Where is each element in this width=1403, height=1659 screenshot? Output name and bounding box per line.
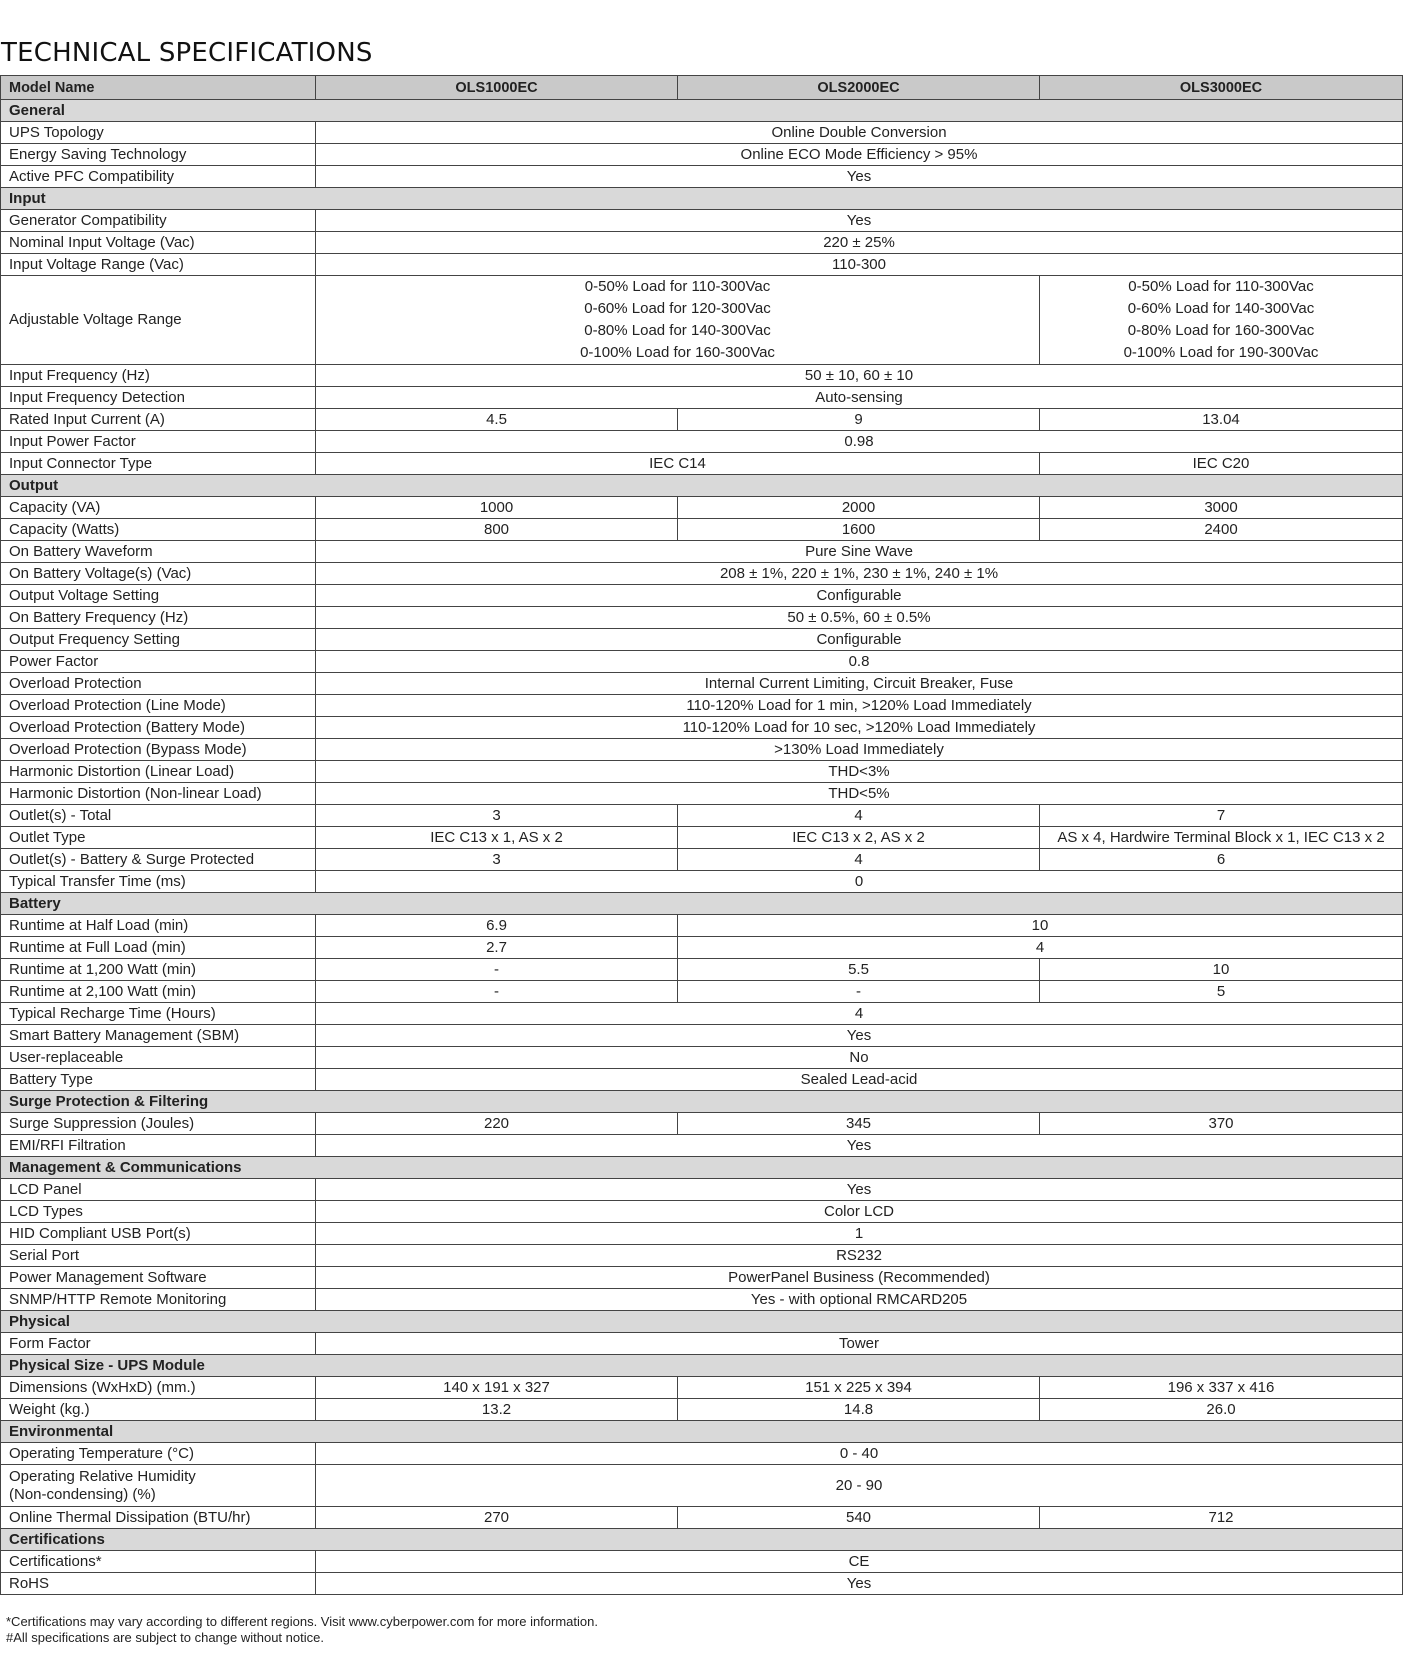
- spec-value: 540: [678, 1507, 1040, 1529]
- spec-value: 110-300: [316, 254, 1403, 276]
- spec-label: Operating Temperature (°C): [1, 1443, 316, 1465]
- section-row: [1, 1529, 1403, 1551]
- spec-value-line: 0-100% Load for 160-300Vac: [580, 344, 775, 361]
- spec-value: 7: [1040, 805, 1403, 827]
- spec-value: Yes: [316, 1025, 1403, 1047]
- spec-value: 0.98: [316, 431, 1403, 453]
- spec-row: [1, 981, 1403, 1003]
- spec-value: Yes: [316, 1573, 1403, 1595]
- spec-label-line: Operating Relative Humidity: [9, 1467, 196, 1485]
- spec-label: Output Frequency Setting: [1, 629, 316, 651]
- spec-value-line: 0-50% Load for 110-300Vac: [1128, 278, 1314, 295]
- spec-value: IEC C20: [1040, 453, 1403, 475]
- spec-row: [1, 651, 1403, 673]
- spec-value: 5: [1040, 981, 1403, 1003]
- spec-value: 2.7: [316, 937, 678, 959]
- spec-label: Surge Suppression (Joules): [1, 1113, 316, 1135]
- spec-label-line: (Non-condensing) (%): [9, 1485, 156, 1503]
- spec-value: Color LCD: [316, 1201, 1403, 1223]
- spec-row: [1, 937, 1403, 959]
- spec-value: Yes - with optional RMCARD205: [316, 1289, 1403, 1311]
- spec-label: UPS Topology: [1, 122, 316, 144]
- section-row: [1, 1421, 1403, 1443]
- spec-value: 220 ± 25%: [316, 232, 1403, 254]
- header-model-3: OLS3000EC: [1040, 76, 1403, 100]
- spec-row: [1, 915, 1403, 937]
- section-heading: Surge Protection & Filtering: [1, 1091, 1403, 1113]
- spec-value: 5.5: [678, 959, 1040, 981]
- spec-value: Yes: [316, 210, 1403, 232]
- spec-value: 10: [1040, 959, 1403, 981]
- spec-label: Input Connector Type: [1, 453, 316, 475]
- spec-row: [1, 210, 1403, 232]
- section-heading: Environmental: [1, 1421, 1403, 1443]
- spec-label: Runtime at Full Load (min): [1, 937, 316, 959]
- spec-row: [1, 783, 1403, 805]
- spec-label: Typical Transfer Time (ms): [1, 871, 316, 893]
- spec-row: [1, 1135, 1403, 1157]
- spec-row: [1, 1113, 1403, 1135]
- spec-label: Generator Compatibility: [1, 210, 316, 232]
- section-row: [1, 893, 1403, 915]
- spec-row: [1, 607, 1403, 629]
- spec-row: [1, 827, 1403, 849]
- spec-value: 50 ± 0.5%, 60 ± 0.5%: [316, 607, 1403, 629]
- spec-row: [1, 409, 1403, 431]
- spec-value: 13.04: [1040, 409, 1403, 431]
- spec-row: [1, 717, 1403, 739]
- spec-value: 14.8: [678, 1399, 1040, 1421]
- spec-label: EMI/RFI Filtration: [1, 1135, 316, 1157]
- spec-row: [1, 739, 1403, 761]
- section-row: [1, 1157, 1403, 1179]
- spec-value: 110-120% Load for 1 min, >120% Load Immediately: [316, 695, 1403, 717]
- spec-row: [1, 1551, 1403, 1573]
- spec-row: [1, 453, 1403, 475]
- spec-row: [1, 166, 1403, 188]
- spec-label: Overload Protection (Line Mode): [1, 695, 316, 717]
- spec-row: [1, 365, 1403, 387]
- spec-value: 2400: [1040, 519, 1403, 541]
- spec-label: Rated Input Current (A): [1, 409, 316, 431]
- footnotes: [6, 1614, 598, 1646]
- section-row: [1, 475, 1403, 497]
- footnote-disclaimer: #All specifications are subject to change without notice.: [6, 1630, 324, 1645]
- spec-row: [1, 276, 1403, 365]
- spec-label: User-replaceable: [1, 1047, 316, 1069]
- spec-value-line: 0-100% Load for 190-300Vac: [1123, 344, 1319, 361]
- spec-value: 270: [316, 1507, 678, 1529]
- spec-value-line: 0-60% Load for 140-300Vac: [1127, 300, 1315, 317]
- spec-value: 1: [316, 1223, 1403, 1245]
- spec-row: [1, 959, 1403, 981]
- spec-table: [0, 75, 1403, 1595]
- spec-value: 10: [678, 915, 1403, 937]
- spec-label: RoHS: [1, 1573, 316, 1595]
- spec-value-line: 0-80% Load for 140-300Vac: [584, 322, 771, 339]
- spec-label: Battery Type: [1, 1069, 316, 1091]
- spec-value: Configurable: [316, 629, 1403, 651]
- spec-row: [1, 1025, 1403, 1047]
- spec-value: Internal Current Limiting, Circuit Breaker, Fuse: [316, 673, 1403, 695]
- spec-value: 13.2: [316, 1399, 678, 1421]
- spec-value: Yes: [316, 1135, 1403, 1157]
- spec-row: [1, 1399, 1403, 1421]
- footnote-certifications: *Certifications may vary according to different regions. Visit www.cyberpower.com for more information.: [6, 1614, 598, 1629]
- spec-label: Typical Recharge Time (Hours): [1, 1003, 316, 1025]
- section-row: [1, 188, 1403, 210]
- spec-label: Dimensions (WxHxD) (mm.): [1, 1377, 316, 1399]
- spec-label: Online Thermal Dissipation (BTU/hr): [1, 1507, 316, 1529]
- section-row: [1, 100, 1403, 122]
- spec-value: -: [316, 959, 678, 981]
- spec-value: 345: [678, 1113, 1040, 1135]
- spec-value: 0 - 40: [316, 1443, 1403, 1465]
- spec-row: [1, 541, 1403, 563]
- spec-value: 1600: [678, 519, 1040, 541]
- spec-value: 20 - 90: [316, 1465, 1403, 1507]
- spec-label: Input Voltage Range (Vac): [1, 254, 316, 276]
- spec-row: [1, 849, 1403, 871]
- spec-label: On Battery Waveform: [1, 541, 316, 563]
- spec-row: [1, 805, 1403, 827]
- spec-value: PowerPanel Business (Recommended): [316, 1267, 1403, 1289]
- spec-value: -: [678, 981, 1040, 1003]
- spec-label: Output Voltage Setting: [1, 585, 316, 607]
- spec-label: Serial Port: [1, 1245, 316, 1267]
- spec-value: Yes: [316, 166, 1403, 188]
- spec-value: 26.0: [1040, 1399, 1403, 1421]
- header-row: [1, 76, 1403, 100]
- spec-value: Yes: [316, 1179, 1403, 1201]
- section-heading: General: [1, 100, 1403, 122]
- spec-value: Tower: [316, 1333, 1403, 1355]
- spec-label: Runtime at 2,100 Watt (min): [1, 981, 316, 1003]
- spec-label: On Battery Voltage(s) (Vac): [1, 563, 316, 585]
- spec-value: Online Double Conversion: [316, 122, 1403, 144]
- spec-label: Harmonic Distortion (Linear Load): [1, 761, 316, 783]
- spec-value: 3: [316, 805, 678, 827]
- spec-label: Outlet(s) - Total: [1, 805, 316, 827]
- spec-row: [1, 1003, 1403, 1025]
- spec-value: 50 ± 10, 60 ± 10: [316, 365, 1403, 387]
- spec-row: [1, 519, 1403, 541]
- spec-value: 1000: [316, 497, 678, 519]
- spec-value: 4: [678, 937, 1403, 959]
- spec-label: Energy Saving Technology: [1, 144, 316, 166]
- spec-value: 140 x 191 x 327: [316, 1377, 678, 1399]
- spec-value: 4.5: [316, 409, 678, 431]
- spec-value-line: 0-50% Load for 110-300Vac: [584, 278, 771, 295]
- spec-value: 151 x 225 x 394: [678, 1377, 1040, 1399]
- spec-label: Nominal Input Voltage (Vac): [1, 232, 316, 254]
- spec-row: [1, 122, 1403, 144]
- spec-row: [1, 1267, 1403, 1289]
- spec-label: Input Power Factor: [1, 431, 316, 453]
- spec-value: Sealed Lead-acid: [316, 1069, 1403, 1091]
- header-model-1: OLS1000EC: [316, 76, 678, 100]
- spec-label: Capacity (VA): [1, 497, 316, 519]
- spec-label: Adjustable Voltage Range: [1, 276, 316, 365]
- spec-row: [1, 1289, 1403, 1311]
- spec-value: 0: [316, 871, 1403, 893]
- spec-label: LCD Panel: [1, 1179, 316, 1201]
- spec-label: Overload Protection (Battery Mode): [1, 717, 316, 739]
- section-row: [1, 1311, 1403, 1333]
- spec-row: [1, 629, 1403, 651]
- spec-value: No: [316, 1047, 1403, 1069]
- spec-row: [1, 695, 1403, 717]
- spec-row: [1, 144, 1403, 166]
- spec-table-body: [1, 100, 1403, 1595]
- spec-value: IEC C13 x 2, AS x 2: [678, 827, 1040, 849]
- spec-value: [1040, 276, 1403, 365]
- spec-row: [1, 563, 1403, 585]
- spec-value: 2000: [678, 497, 1040, 519]
- spec-value: Online ECO Mode Efficiency > 95%: [316, 144, 1403, 166]
- spec-value-line: 0-80% Load for 160-300Vac: [1127, 322, 1315, 339]
- spec-value: THD<5%: [316, 783, 1403, 805]
- spec-value: 208 ± 1%, 220 ± 1%, 230 ± 1%, 240 ± 1%: [316, 563, 1403, 585]
- spec-row: [1, 1443, 1403, 1465]
- spec-row: [1, 387, 1403, 409]
- spec-label: Outlet Type: [1, 827, 316, 849]
- spec-label: Active PFC Compatibility: [1, 166, 316, 188]
- spec-value: 6: [1040, 849, 1403, 871]
- spec-value: 9: [678, 409, 1040, 431]
- spec-value-line: 0-60% Load for 120-300Vac: [584, 300, 771, 317]
- spec-label: Power Management Software: [1, 1267, 316, 1289]
- spec-value: Auto-sensing: [316, 387, 1403, 409]
- spec-value: 800: [316, 519, 678, 541]
- spec-label: Overload Protection: [1, 673, 316, 695]
- spec-value: 196 x 337 x 416: [1040, 1377, 1403, 1399]
- spec-row: [1, 1245, 1403, 1267]
- spec-label: Weight (kg.): [1, 1399, 316, 1421]
- spec-row: [1, 585, 1403, 607]
- spec-value: 4: [678, 849, 1040, 871]
- spec-value: 4: [316, 1003, 1403, 1025]
- spec-value: 370: [1040, 1113, 1403, 1135]
- spec-row: [1, 1223, 1403, 1245]
- spec-row: [1, 1333, 1403, 1355]
- spec-label: SNMP/HTTP Remote Monitoring: [1, 1289, 316, 1311]
- spec-row: [1, 1201, 1403, 1223]
- spec-value: >130% Load Immediately: [316, 739, 1403, 761]
- spec-row: [1, 1069, 1403, 1091]
- spec-value: Pure Sine Wave: [316, 541, 1403, 563]
- section-heading: Physical: [1, 1311, 1403, 1333]
- spec-label: Runtime at Half Load (min): [1, 915, 316, 937]
- spec-label: Capacity (Watts): [1, 519, 316, 541]
- spec-value: 4: [678, 805, 1040, 827]
- spec-row: [1, 1047, 1403, 1069]
- spec-label: On Battery Frequency (Hz): [1, 607, 316, 629]
- spec-label: Outlet(s) - Battery & Surge Protected: [1, 849, 316, 871]
- spec-label: Harmonic Distortion (Non-linear Load): [1, 783, 316, 805]
- spec-value: 0.8: [316, 651, 1403, 673]
- spec-label: Runtime at 1,200 Watt (min): [1, 959, 316, 981]
- spec-value: 220: [316, 1113, 678, 1135]
- spec-label: Input Frequency Detection: [1, 387, 316, 409]
- header-model-2: OLS2000EC: [678, 76, 1040, 100]
- spec-label: Smart Battery Management (SBM): [1, 1025, 316, 1047]
- spec-row: [1, 761, 1403, 783]
- spec-value: THD<3%: [316, 761, 1403, 783]
- spec-row: [1, 232, 1403, 254]
- spec-value: RS232: [316, 1245, 1403, 1267]
- spec-row: [1, 673, 1403, 695]
- spec-label: Form Factor: [1, 1333, 316, 1355]
- spec-row: [1, 497, 1403, 519]
- spec-row: [1, 431, 1403, 453]
- section-heading: Physical Size - UPS Module: [1, 1355, 1403, 1377]
- spec-value: AS x 4, Hardwire Terminal Block x 1, IEC C13 x 2: [1040, 827, 1403, 849]
- spec-value: 6.9: [316, 915, 678, 937]
- spec-value: CE: [316, 1551, 1403, 1573]
- spec-value: 3: [316, 849, 678, 871]
- section-heading: Management & Communications: [1, 1157, 1403, 1179]
- spec-row: [1, 1507, 1403, 1529]
- spec-row: [1, 1179, 1403, 1201]
- spec-value: 712: [1040, 1507, 1403, 1529]
- spec-row: [1, 1573, 1403, 1595]
- spec-value: 110-120% Load for 10 sec, >120% Load Immediately: [316, 717, 1403, 739]
- spec-row: [1, 1465, 1403, 1507]
- spec-value: [316, 276, 1040, 365]
- spec-row: [1, 254, 1403, 276]
- spec-value: Configurable: [316, 585, 1403, 607]
- spec-row: [1, 1377, 1403, 1399]
- spec-row: [1, 871, 1403, 893]
- section-row: [1, 1355, 1403, 1377]
- spec-label: LCD Types: [1, 1201, 316, 1223]
- spec-label: Input Frequency (Hz): [1, 365, 316, 387]
- header-model-name: Model Name: [1, 76, 316, 100]
- spec-label: Power Factor: [1, 651, 316, 673]
- spec-label: [1, 1465, 316, 1507]
- page-title: TECHNICAL SPECIFICATIONS: [1, 38, 373, 68]
- spec-label: HID Compliant USB Port(s): [1, 1223, 316, 1245]
- spec-label: Overload Protection (Bypass Mode): [1, 739, 316, 761]
- section-heading: Input: [1, 188, 1403, 210]
- section-heading: Output: [1, 475, 1403, 497]
- spec-value: 3000: [1040, 497, 1403, 519]
- spec-label: Certifications*: [1, 1551, 316, 1573]
- section-heading: Certifications: [1, 1529, 1403, 1551]
- section-heading: Battery: [1, 893, 1403, 915]
- section-row: [1, 1091, 1403, 1113]
- spec-value: IEC C13 x 1, AS x 2: [316, 827, 678, 849]
- spec-value: IEC C14: [316, 453, 1040, 475]
- spec-value: -: [316, 981, 678, 1003]
